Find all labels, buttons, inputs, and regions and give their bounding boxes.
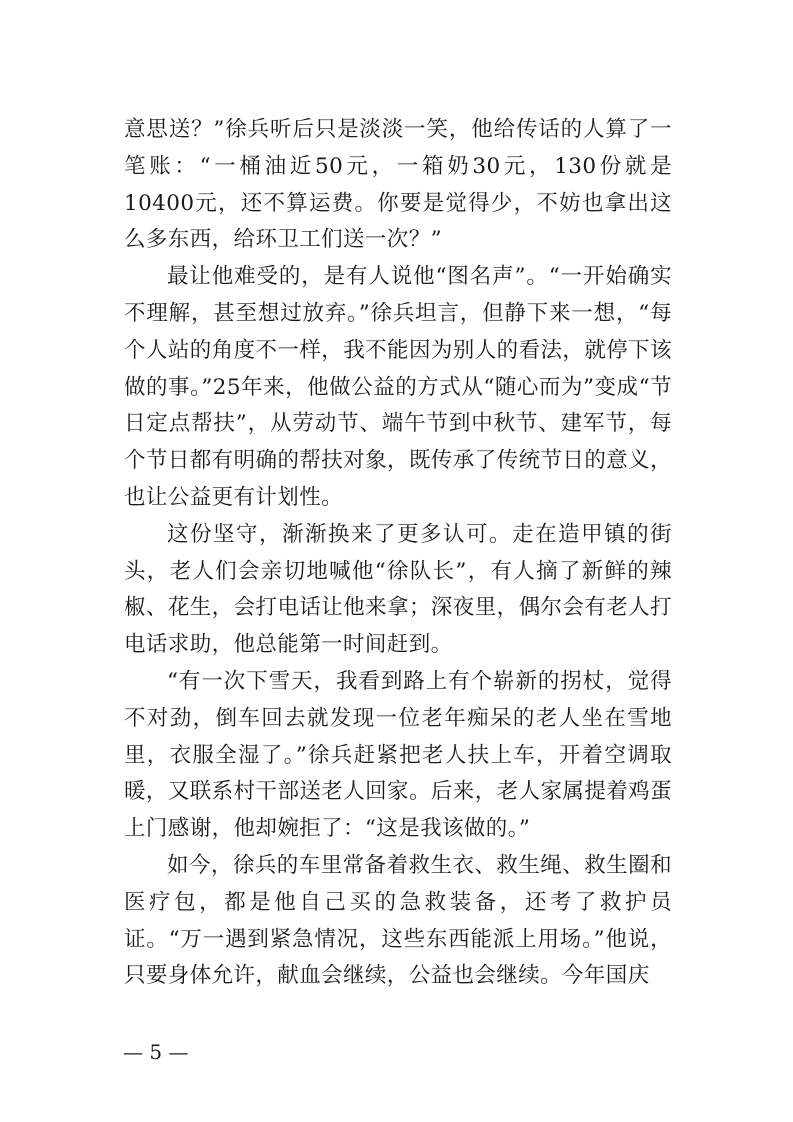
page-number: — 5 — [123,1040,189,1064]
paragraph-3: 这份坚守，渐渐换来了更多认可。走在造甲镇的街头，老人们会亲切地喊他“徐队长”，有人摘了新鲜的辣椒、花生，会打电话让他来拿；深夜里，偶尔会有老人打电话求助，他总能第一时间赶到。 [124,521,672,658]
paragraph-2: 最让他难受的，是有人说他“图名声”。“一开始确实不理解，甚至想过放弃。”徐兵坦言，但静下来一想，“每个人站的角度不一样，我不能因为别人的看法，就停下该做的事。”25年来，他做公益的方式从“随心而为”变成“节日定点帮扶”，从劳动节、端午节到中秋节、建军节，每个节日都有明确的帮扶对象，既传承了传统节日的意义，也让公益更有计划性。 [124,264,672,510]
paragraph-1: 意思送？”徐兵听后只是淡淡一笑，他给传话的人算了一笔账：“一桶油近50元，一箱奶30元，130份就是10400元，还不算运费。你要是觉得少，不妨也拿出这么多东西，给环卫工们送一次？” [124,117,672,253]
body-text [124,112,672,995]
paragraph-4: “有一次下雪天，我看到路上有个崭新的拐杖，觉得不对劲，倒车回去就发现一位老年痴呆的老人坐在雪地里，衣服全湿了。”徐兵赶紧把老人扶上车，开着空调取暖，又联系村干部送老人回家。后来，老人家属提着鸡蛋上门感谢，他却婉拒了：“这是我该做的。” [124,668,672,842]
paragraph-5: 如今，徐兵的车里常备着救生衣、救生绳、救生圈和医疗包，都是他自己买的急救装备，还考了救护员证。“万一遇到紧急情况，这些东西能派上用场。”他说，只要身体允许，献血会继续，公益也会继续。今年国庆 [124,852,672,989]
